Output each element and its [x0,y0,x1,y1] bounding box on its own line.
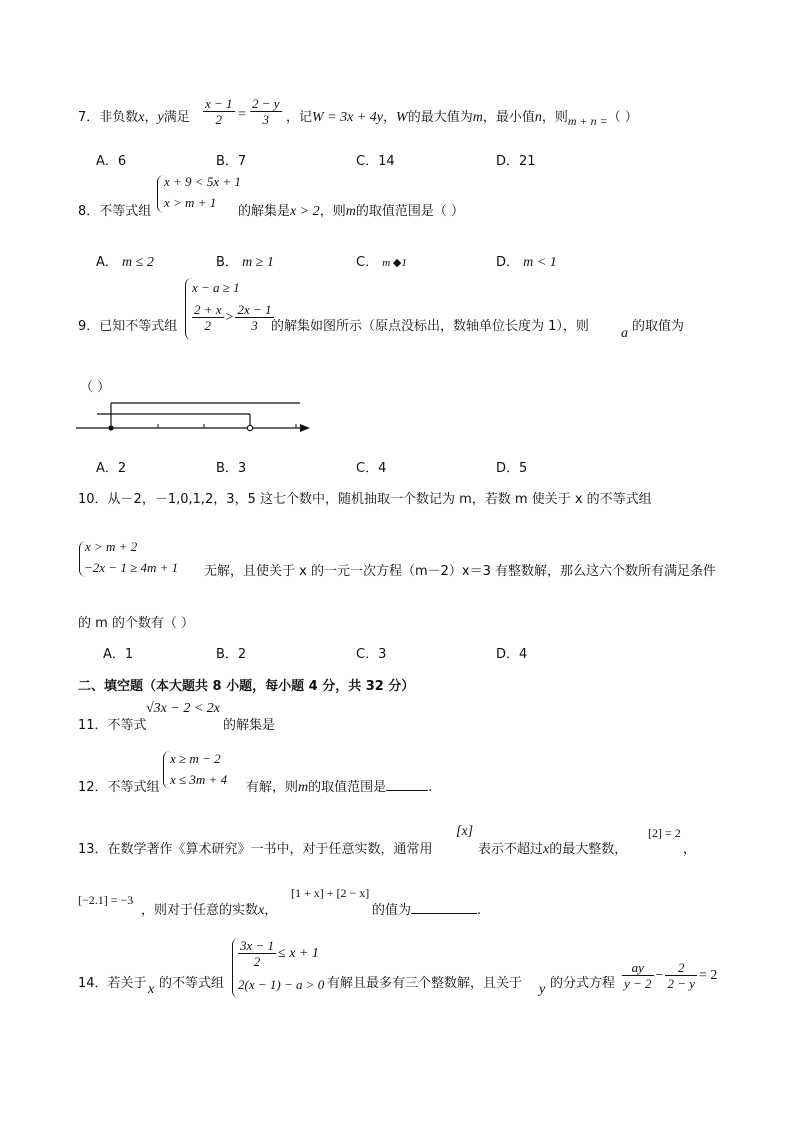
q13-expression: [1 + x] + [2 − x] [291,886,370,900]
q13-comma: ， [683,842,697,857]
q10-line-3: 的 m 的个数有（ ） [78,616,195,631]
q9-variable-a: a [621,326,628,341]
open-point [247,425,252,430]
q7-option-a[interactable]: A．6 [96,154,127,169]
q9-prefix: 9．已知不等式组 [78,319,178,334]
q13-line-1b: 表示不超过x的最大整数， [478,842,628,857]
q12-line-2: x ≤ 3m + 4 [170,772,228,787]
q10-system-2: −2x − 1 ≥ 4m + 1 [84,560,179,575]
q13-line-1a: 13．在数学著作《算术研究》一书中，对于任意实数，通常用 [78,842,433,857]
q9-option-c[interactable]: C．4 [356,461,387,476]
q8-brace [157,175,164,213]
q11-tail: 的解集是 [223,718,276,733]
q14-stem: 有解且最多有三个整数解，且关于 [327,976,523,991]
q14-equation: $\frac{ay}{y - 2}$ − $\frac{2}{2 - y}$ = 2 [624,960,718,991]
q8-option-d[interactable]: D． m < 1 [496,255,557,270]
q13-example-1: [2] = 2 [648,826,681,840]
q13-bracket-x: [x] [456,824,474,839]
q9-number-line-figure [74,395,314,437]
q8-option-a[interactable]: A． m ≤ 2 [96,255,154,270]
q13-example-2: [−2.1] = −3 [78,893,134,907]
q10-option-b[interactable]: B．2 [216,647,247,662]
q8-option-b[interactable]: B． m ≥ 1 [216,255,274,270]
q13-line-2a: ，则对于任意的实数x， [141,903,278,918]
q13-answer-blank[interactable] [411,913,477,914]
q11-expression: √3x − 2 < 2x [146,701,221,716]
q12-stem: 有解，则m的取值范围是 . [246,780,433,795]
q11-prefix: 11．不等式 [78,718,147,733]
q7-equals: = [238,107,246,122]
q7-option-b[interactable]: B．7 [216,154,247,169]
q12-brace [163,751,170,789]
q7-option-d[interactable]: D．21 [496,154,536,169]
q7-stem-2: ，记W = 3x + 4y，W的最大值为m，最小值n，则m + n =（ ） [286,110,638,128]
q8-stem: 的解集是x > 2，则m的取值范围是（ ） [238,204,464,219]
q8-option-c[interactable]: C． m ◆1 [356,255,407,270]
q9-line-1: x − a ≥ 1 [192,280,240,295]
q7-fraction-2: $\frac{2 - y}{3}$ [252,96,280,127]
q10-line-2: 无解，且使关于 x 的一元一次方程（m－2）x＝3 有整数解，那么这六个数所有满足条件 [204,564,716,579]
axis-arrow-icon [300,424,310,432]
q9-stem: 的解集如图所示（原点没标出，数轴单位长度为 1），则 [271,319,589,334]
q12-prefix: 12．不等式组 [78,780,160,795]
q9-option-d[interactable]: D．5 [496,461,528,476]
q14-line-2: 2(x − 1) − a > 0 [238,977,325,992]
q14-variable-x: x [148,982,155,997]
q10-option-d[interactable]: D．4 [496,647,528,662]
q12-answer-blank[interactable] [386,790,428,791]
q10-line-1: 10．从－2，－1,0,1,2，3，5 这七个数中，随机抽取一个数记为 m，若数 m 使关于 x 的不等式组 [78,492,652,507]
q8-line-1: x + 9 < 5x + 1 [164,174,241,189]
q14-mid: 的不等式组 [159,976,225,991]
closed-point [108,425,113,430]
section-heading: 二、填空题（本大题共 8 小题，每小题 4 分，共 32 分） [78,679,415,694]
q9-option-b[interactable]: B．3 [216,461,247,476]
q14-prefix: 14．若关于 [78,976,147,991]
q10-system-1: x > m + 2 [85,539,138,554]
q7-stem: 7．非负数x，y满足 [78,110,190,125]
q10-option-a[interactable]: A．1 [103,647,134,662]
q14-stem-2: 的分式方程 [550,976,616,991]
q14-line-1: $\frac{3x - 1}{2}$ ≤ x + 1 [240,938,319,969]
q10-option-c[interactable]: C．3 [356,647,387,662]
q14-variable-y: y [539,982,546,997]
q7-fraction-1: $\frac{x - 1}{2}$ [205,96,233,127]
q9-line-2: $\frac{2 + x}{2}$ > $\frac{2x - 1}{3}$ [194,302,272,333]
q9-paren: （ ） [80,380,111,395]
q13-line-2b: 的值为 . [372,903,482,918]
q9-option-a[interactable]: A．2 [96,461,127,476]
q12-line-1: x ≥ m − 2 [170,751,221,766]
q8-prefix: 8．不等式组 [78,204,152,219]
q8-line-2: x > m + 1 [164,195,217,210]
q9-stem-end: 的取值为 [632,319,685,334]
q7-option-c[interactable]: C．14 [356,154,395,169]
